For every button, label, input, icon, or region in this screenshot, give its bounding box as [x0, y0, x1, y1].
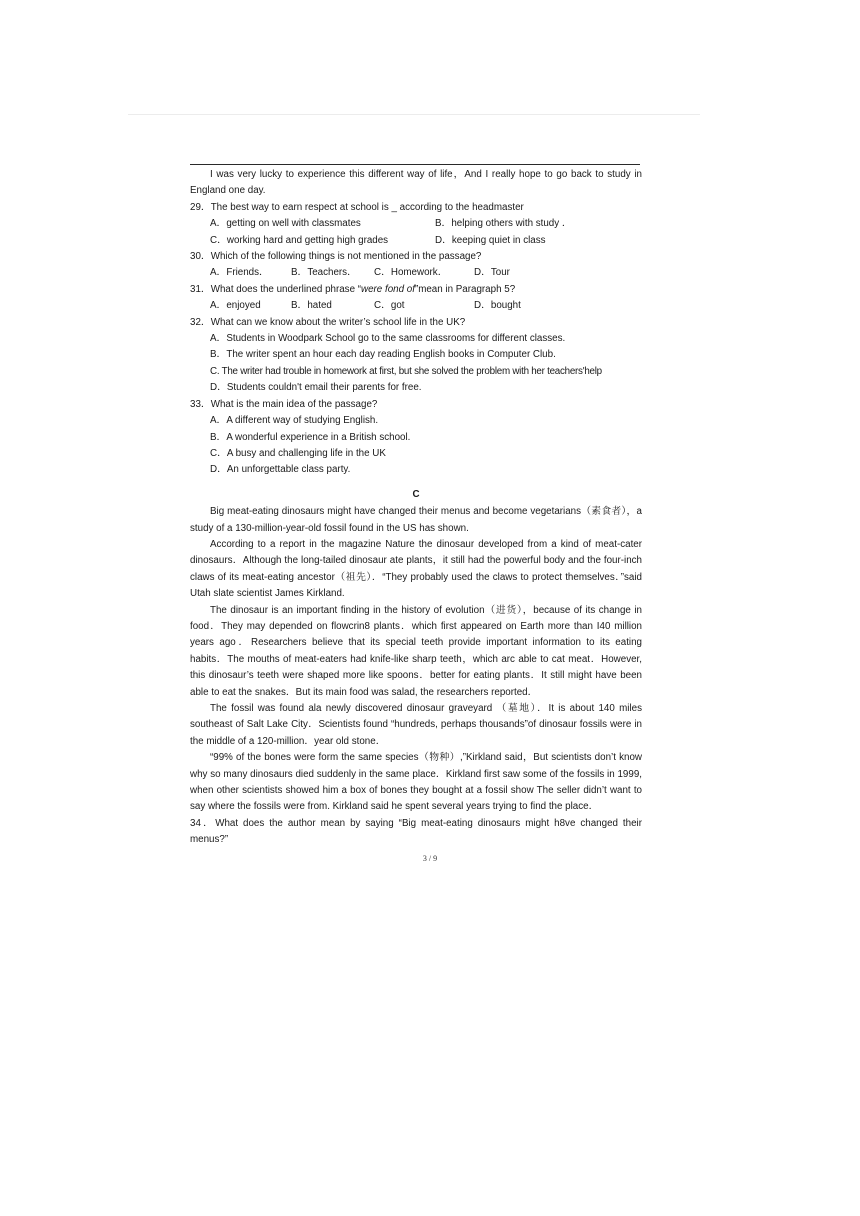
intro-paragraph: I was very lucky to experience this different way of life，And I really hope to go back to study in England one day. — [190, 169, 642, 197]
question-31-stem-end: ”mean in Paragraph 5? — [414, 283, 516, 295]
question-30-option-c: C．Homework． — [374, 267, 448, 279]
question-29-option-a: A．getting on well with classmates — [210, 218, 361, 230]
section-c-paragraph-4: The fossil was found ala newly discovered dinosaur graveyard （墓地）．It is about 140 miles southeast of Salt Lake City．Scientists found “hundreds, perhaps thousands”of dinosaur fossils were in the middle of a 120-million．year old stone． — [190, 703, 642, 747]
page-content — [190, 167, 642, 849]
answer-line — [190, 164, 640, 165]
question-30-option-a: A．Friends． — [210, 267, 269, 279]
question-29-options-row-2 — [190, 233, 642, 249]
section-c-paragraph-5: “99% of the bones were form the same species（物种）,”Kirkland said，But scientists don’t know why so many dinosaurs died suddenly in the same place．Kirkland first saw some of the fossils in 1999, when other scientists showed him a box of bones they bought at a fossil show The seller didn’t want to say where the fossils were from. Kirkland said he spent several years trying to find the place． — [190, 752, 642, 813]
top-divider — [128, 114, 700, 115]
question-31-option-b: B．hated — [291, 300, 332, 312]
question-29-option-d: D．keeping quiet in class — [435, 234, 546, 246]
question-31-option-a: A．enjoyed — [210, 300, 261, 312]
question-33-option-d: D．An unforgettable class party. — [210, 464, 351, 476]
question-33-option-a: A．A different way of studying English. — [210, 415, 379, 427]
question-32-stem: 32．What can we know about the writer’s school life in the UK? — [190, 316, 466, 328]
question-31-stem — [190, 282, 642, 298]
page-number: 3 / 9 — [422, 854, 438, 863]
question-33-stem: 33．What is the main idea of the passage? — [190, 398, 378, 410]
question-30-options — [190, 265, 642, 281]
section-c-title: C — [412, 488, 420, 500]
question-29-option-c: C．working hard and getting high grades — [210, 234, 389, 246]
question-30-option-d: D．Tour — [474, 267, 510, 279]
question-31-option-c: C．got — [374, 300, 405, 312]
section-c-paragraph-3: The dinosaur is an important finding in the history of evolution（进货），because of its change in food．They may depended on flowcrin8 plants．which first appeared on Earth more than I40 million years ago．Researchers believe that its special teeth provide important information to its eating habits．The mouths of meat-eaters had knife-like sharp teeth，which arc able to cat meat．However, this dinosaur’s teeth were shaped more like spoons．better for eating plants．It still might have been able to eat the snakes．But its main food was salad, the researchers reported． — [190, 604, 642, 698]
question-33-option-c: C．A busy and challenging life in the UK — [210, 447, 386, 459]
question-32-option-b: B．The writer spent an hour each day reading English books in Computer Club. — [210, 349, 556, 361]
question-32-option-a: A．Students in Woodpark School go to the same classrooms for different classes. — [210, 333, 566, 345]
question-32-option-c: C. The writer had trouble in homework at first, but she solved the problem with her teachers'help — [210, 365, 602, 377]
question-30-option-b: B．Teachers． — [291, 267, 357, 279]
section-c-paragraph-1: Big meat-eating dinosaurs might have changed their menus and become vegetarians（素食者），a study of a 130-million-year-old fossil found in the US has shown. — [190, 506, 642, 534]
question-31-option-d: D．bought — [474, 300, 521, 312]
question-31-underlined-phrase: were fond of — [361, 283, 415, 295]
question-29-options-row-1 — [190, 216, 642, 232]
question-30-stem: 30．Which of the following things is not mentioned in the passage? — [190, 251, 482, 263]
question-29-option-b: B．helping others with study ． — [435, 218, 572, 230]
question-33-option-b: B．A wonderful experience in a British school. — [210, 431, 411, 443]
question-34-stem: 34．What does the author mean by saying “Big meat-eating dinosaurs might h8ve changed their menus?” — [190, 817, 642, 846]
question-29-stem: 29．The best way to earn respect at school is _ according to the headmaster — [190, 201, 524, 213]
question-32-option-d: D．Students couldn't email their parents for free. — [210, 382, 422, 394]
question-31-options — [190, 298, 642, 314]
section-c-paragraph-2: According to a report in the magazine Nature the dinosaur developed from a kind of meat-cater dinosaurs．Although the long-tailed dinosaur ate plants，it still had the powerful body and the four-inch claws of its meat-eating ancestor（祖先）．“They probably used the claws to protect themselves．”said Utah slate scientist James Kirkland. — [190, 538, 642, 600]
question-31-stem-start: 31．What does the underlined phrase “ — [190, 283, 362, 295]
